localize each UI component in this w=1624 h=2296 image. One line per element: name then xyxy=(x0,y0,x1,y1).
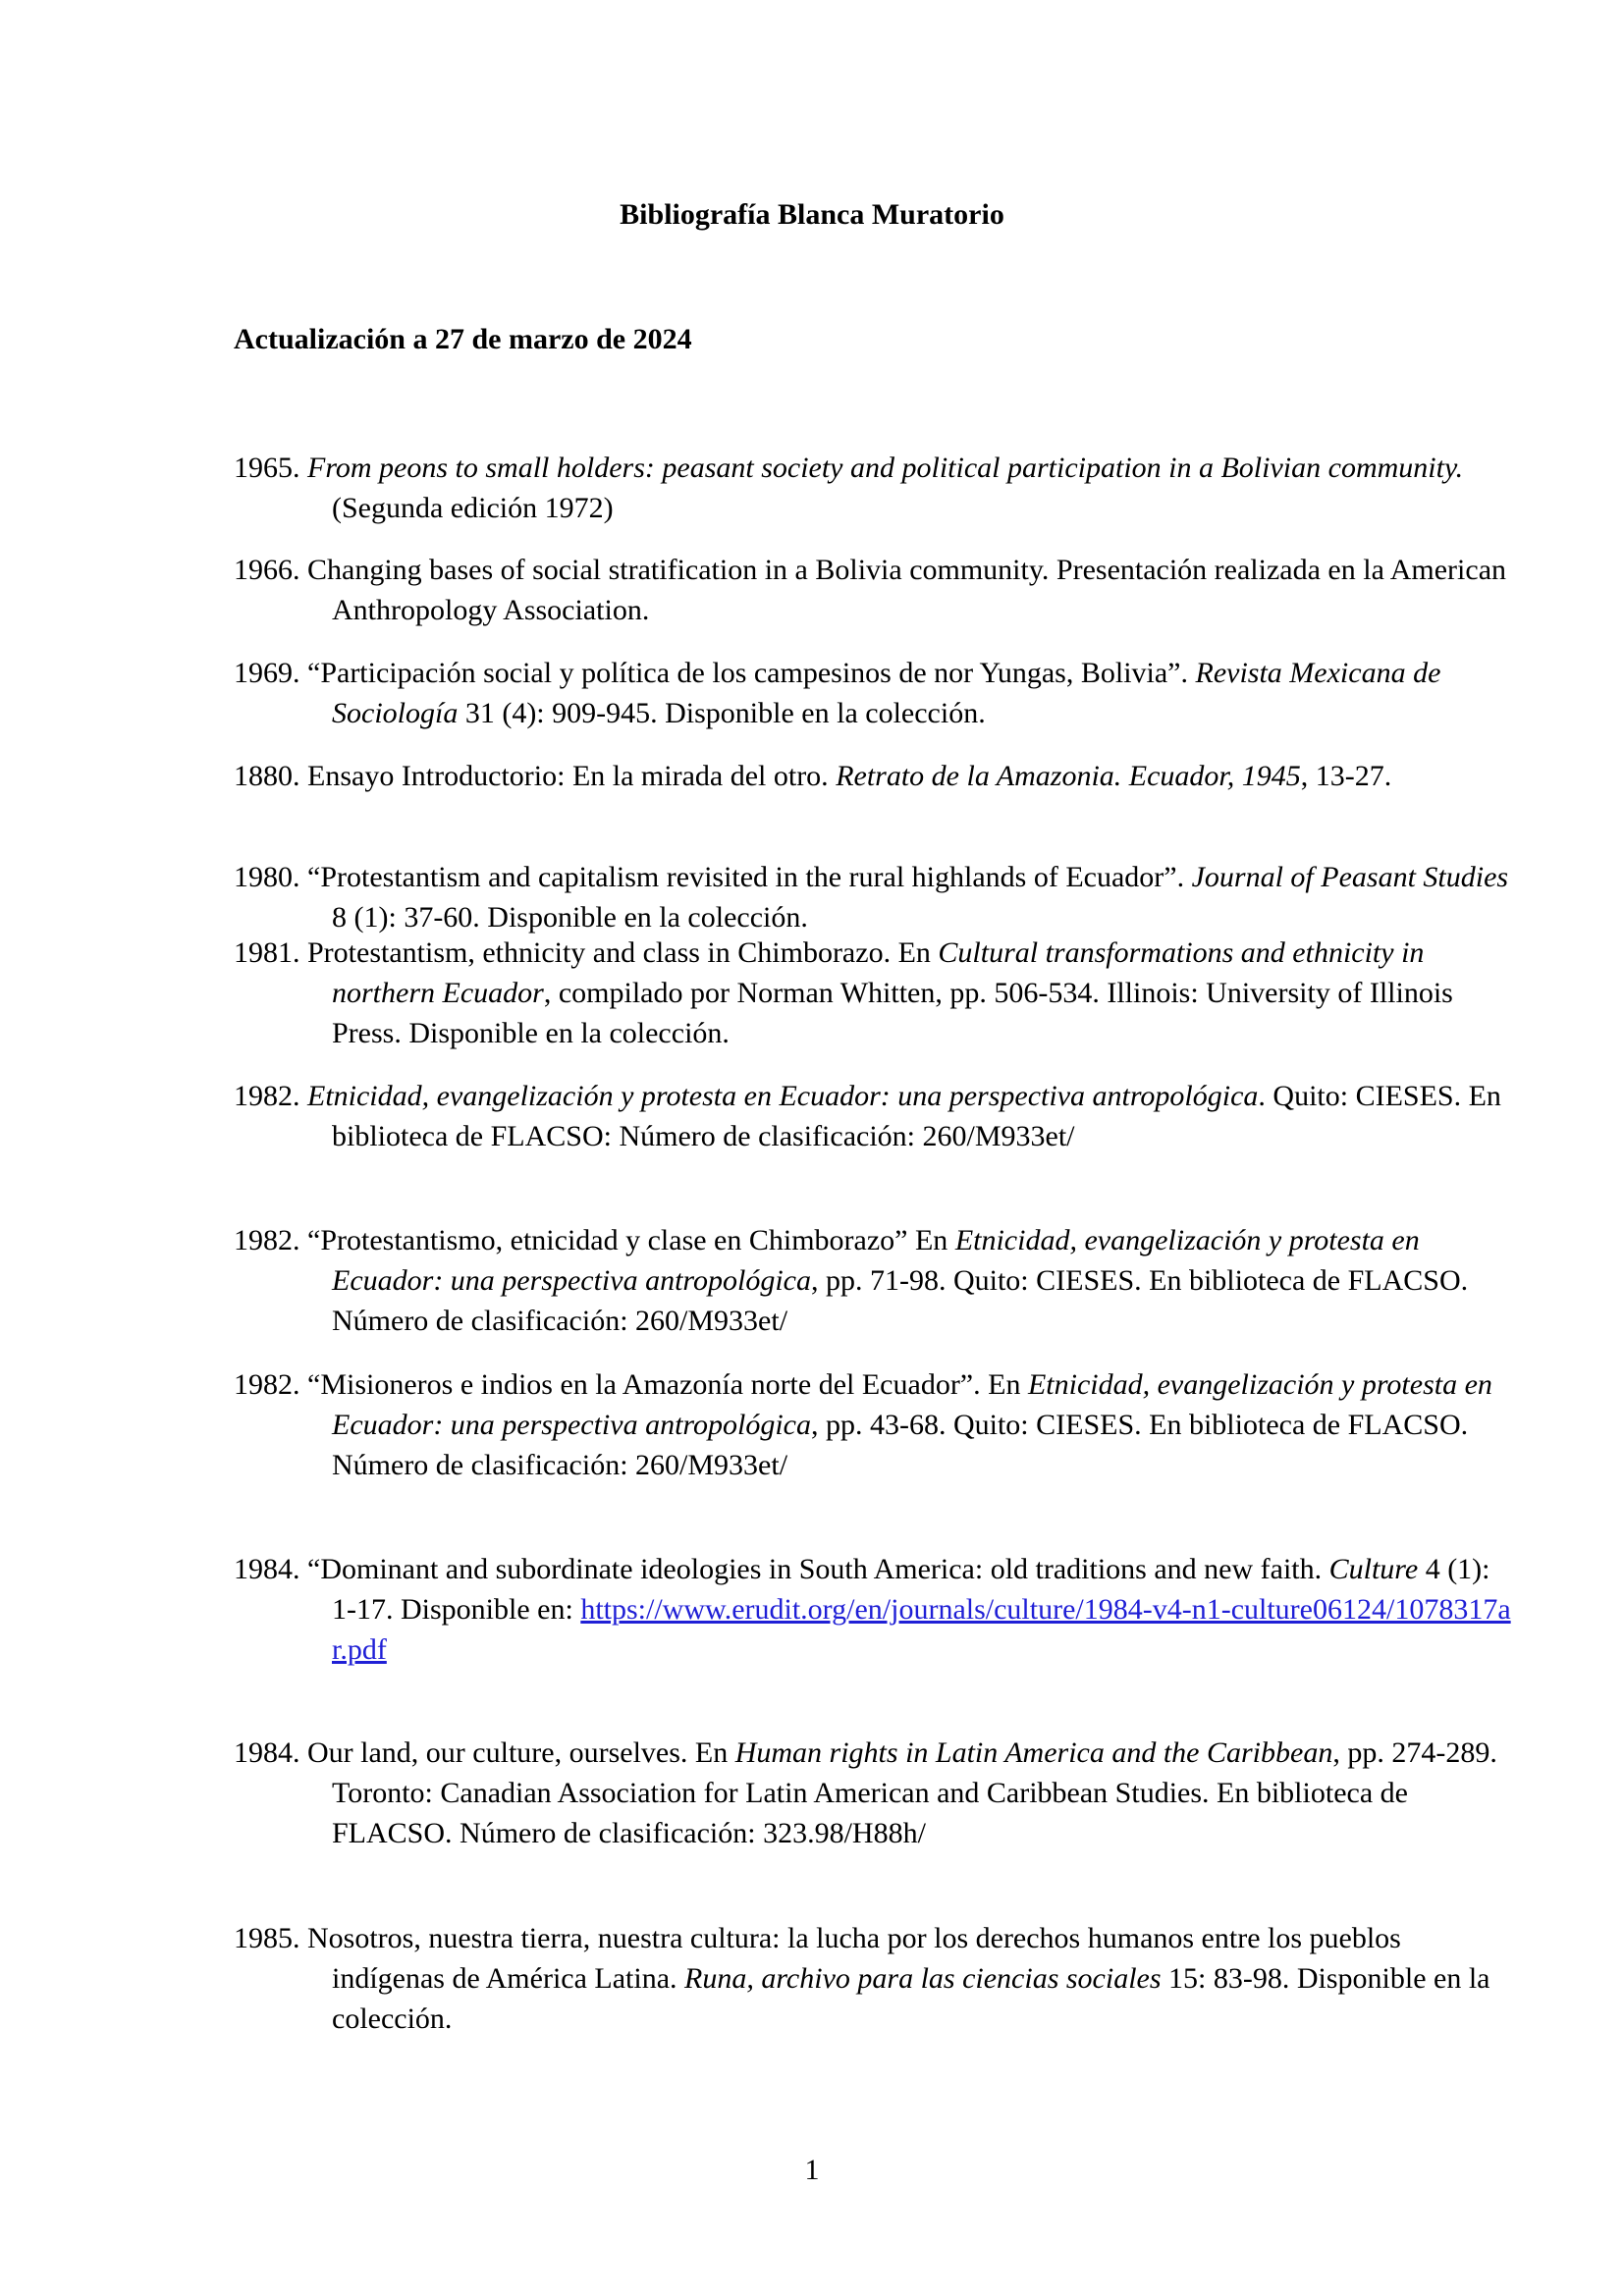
bibliography-entry: 1982. Etnicidad, evangelización y protesta en Ecuador: una perspectiva antropológica. Quito: CIESES. En biblioteca de FLACSO: Número de clasificación: 260/M933et/ xyxy=(234,1080,1501,1152)
bibliography-entry: 1966. Changing bases of social stratification in a Bolivia community. Presentación realizada en la American Anthropology Association. xyxy=(234,554,1507,626)
bibliography-entry: 1965. From peons to small holders: peasant society and political participation in a Bolivian community. (Segunda edición 1972) xyxy=(234,452,1464,524)
erudit-pdf-link[interactable]: https://www.erudit.org/en/journals/culture/1984-v4-n1-culture06124/1078317ar.pdf xyxy=(332,1593,1511,1666)
bibliography-entry: 1985. Nosotros, nuestra tierra, nuestra cultura: la lucha por los derechos humanos entre los pueblos indígenas de América Latina. Runa, archivo para las ciencias sociales 15: 83-98. Disponible en la colección. xyxy=(234,1922,1490,2035)
bibliography-entry: 1880. Ensayo Introductorio: En la mirada del otro. Retrato de la Amazonia. Ecuador, 1945, 13-27. xyxy=(234,760,1392,792)
page-number: 1 xyxy=(804,2154,820,2186)
bibliography-entry: 1981. Protestantism, ethnicity and class in Chimborazo. En Cultural transformations and ethnicity in northern Ecuador, compilado por Norman Whitten, pp. 506-534. Illinois: University of Illinois Press. Disponible en la colección. xyxy=(234,936,1453,1049)
page-title: Bibliografía Blanca Muratorio xyxy=(620,198,1004,231)
bibliography-entry: 1982. “Misioneros e indios en la Amazonía norte del Ecuador”. En Etnicidad, evangelización y protesta en Ecuador: una perspectiva antropológica, pp. 43-68. Quito: CIESES. En biblioteca de FLACSO. Número de clasificación: 260/M933et/ xyxy=(234,1368,1492,1481)
bibliography-entry: 1980. “Protestantism and capitalism revisited in the rural highlands of Ecuador”. Journal of Peasant Studies 8 (1): 37-60. Disponible en la colección. xyxy=(234,861,1509,934)
update-date-heading: Actualización a 27 de marzo de 2024 xyxy=(234,323,692,355)
bibliography-entry: 1984. “Dominant and subordinate ideologies in South America: old traditions and new faith. Culture 4 (1): 1-17. Disponible en: https://www.erudit.org/en/journals/culture/1984-v4-n1-culture06124/1078317ar.pdf xyxy=(234,1553,1511,1666)
bibliography-entry: 1984. Our land, our culture, ourselves. En Human rights in Latin America and the Caribbean, pp. 274-289. Toronto: Canadian Association for Latin American and Caribbean Studies. En biblioteca de FLACSO. Número de clasificación: 323.98/H88h/ xyxy=(234,1736,1497,1849)
bibliography-entry: 1982. “Protestantismo, etnicidad y clase en Chimborazo” En Etnicidad, evangelización y protesta en Ecuador: una perspectiva antropológica, pp. 71-98. Quito: CIESES. En biblioteca de FLACSO. Número de clasificación: 260/M933et/ xyxy=(234,1224,1469,1337)
bibliography-entry: 1969. “Participación social y política de los campesinos de nor Yungas, Bolivia”. Revista Mexicana de Sociología 31 (4): 909-945. Disponible en la colección. xyxy=(234,657,1441,729)
